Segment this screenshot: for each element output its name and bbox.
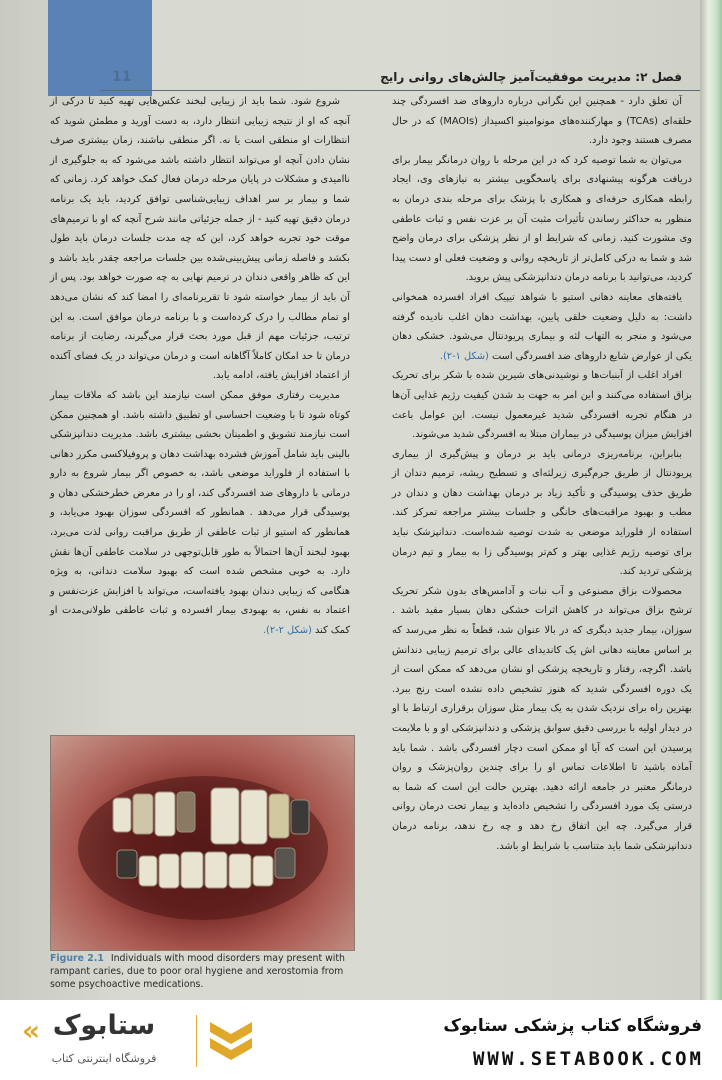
figure-caption (50, 952, 360, 991)
store-title: فروشگاه کتاب پزشکی ستابوک (443, 1016, 702, 1036)
figure-photo-teeth (50, 735, 355, 951)
store-banner (0, 1000, 722, 1080)
paragraph: آن تعلق دارد - همچنین این نگرانی درباره داروهای ضد افسردگی چند حلقه‌ای (TCAs) و مهارکننده‌های مونوامینو اکسیداز (MAOIs) که در حال مصرف هستند وجود دارد. (392, 96, 692, 147)
teeth-illustration (51, 736, 354, 950)
header-rule (100, 90, 700, 91)
footer-divider (196, 1015, 197, 1067)
right-column (392, 92, 692, 1000)
store-logo-icon (204, 1016, 258, 1066)
logo-arrows-icon: « (22, 1014, 41, 1047)
store-logo-subtitle: فروشگاه اینترنتی کتاب (51, 1052, 157, 1065)
chapter-title: فصل ۲: مدیریت موفقیت‌آمیز چالش‌های روانی رایج (380, 70, 682, 84)
figure-label: Figure 2.1 (50, 953, 104, 964)
page-number: 11 (112, 69, 132, 85)
paragraph (392, 288, 692, 366)
figure-reference[interactable]: (شکل ۱-۲). (439, 350, 489, 362)
figure-reference[interactable]: (شکل ۲-۲). (262, 625, 312, 637)
figure-caption-text: Individuals with mood disorders may present with rampant caries, due to poor oral hygiene and xerostomia from some psychoactive medications. (50, 953, 345, 990)
paragraph: شروع شود. شما باید از زیبایی لبخند عکس‌هایی تهیه کنید تا درکی از آنچه که او از نتیجه زیبایی انتظار دارد، به دست آورید و مطمئن شوید که انتظارات او منطقی است یا نه. اگر منطقی نباشند، زمان بیشتری صرف نشان دادن آنچه او می‌تواند انتظار داشته باشد می‌شود که به جلوگیری از ناامیدی و مشکلات در پایان مرحله درمان فعال کمک خواهد کرد. زمانی که شما و بیمار بر سر اهداف زیبایی‌شناسی توافق کردید، باید یک برنامه درمان دقیق تهیه کنید - از جمله جزئیاتی مانند شرح آنچه که او با ترمیم‌های موقت خود تجربه خواهد کرد، این که چه مدت جلسات درمان باید طول بکشد و فاصله زمانی پیش‌بینی‌شده بین جلسات مراجعه چقدر باید باشد و این که ظاهر واقعی دندان در ترمیم نهایی به چه صورت خواهد بود. پس از آن باید از بیمار خواسته شود تا تقریرنامه‌ای را امضا کند که نشان می‌دهد او تمام مطالب را درک کرده‌است و با برنامه درمان موافق است. به این ترتیب، جزئیات مهم از قبل مورد بحث قرار می‌گیرند، رضایت از برنامه درمان تا حد امکان کاملاً آگاهانه است و درمان می‌تواند در یک فضای آکنده از اعتماد افزایش یافته، ادامه یابد. (50, 96, 350, 382)
left-column (50, 92, 350, 732)
paragraph-text: مدیریت رفتاری موفق ممکن است نیازمند این باشد که ملاقات بیمار کوتاه شود تا با وضعیت احساسی او تطبیق داشته باشد. او همچنین ممکن است نیازمند تشویق و اطمینان بخشی بیشتری باشد. مدیریت دندانپزشکی بالینی باید شامل آموزش فشرده بهداشت دهان و پروفیلاکسی مکرر دهانی با استفاده از فلوراید موضعی باشد، به خصوص اگر بیمار شروع به دارو درمانی با داروهای ضد افسردگی کند، او را در معرض خطرخشکی دهان و پوسیدگی قرار می‌دهد . همانطور که افسردگی سوزان بهبود می‌یابد، و همانطور که استیو از ثبات عاطفی از طریق مراقبت روانی لذت می‌برد، بهبود لبخند آن‌ها احتمالاً به طور قابل‌توجهی در سلامت عاطفی آن‌ها نقش دارد. به خوبی مشخص شده است که بهبود سلامت دندانی، به ویژه هنگامی که زیبایی دندان بهبود یافته‌است، می‌تواند با افزایش عزت‌نفس و اعتماد به نفس، به بهبودی بیمار افسرده و ثبات عاطفی طولانی‌مدت او کمک کند (50, 389, 350, 637)
paragraph: می‌توان به شما توصیه کرد که در این مرحله با روان درمانگر بیمار برای دریافت هرگونه پیشنهادی برای پاسخگویی بیشتر به نیازهای وی، ایجاد رابطه همکاری حرفه‌ای و همکاری با پزشک برای مرحله بندی درمان به منظور به حداکثر رساندن تأثیرات مثبت آن بر عزت نفس و ثبات عاطفی وی مشورت کنید. زمانی که شرایط او از نظر پزشکی برای درمان واضح شد و شما به درکی کامل‌تر از تاریخچه روانی و وضعیت فعلی او دست پیدا کردید، می‌توانید با برنامه درمان دندانپزشکی پیش بروید. (392, 154, 692, 284)
paragraph-text: یافته‌های معاینه دهانی استیو با شواهد تیپیک افراد افسرده همخوانی داشت: به دلیل وضعیت خلقی پایین، بهداشت دهان اغلب نادیده گرفته می‌شود و منجر به التهاب لثه و بیماری پریودنتال می‌شود. خشکی دهان یکی از عوارض شایع داروهای ضد افسردگی است (392, 291, 692, 362)
paragraph: محصولات بزاق مصنوعی و آب نبات و آدامس‌های بدون شکر تحریک ترشح بزاق می‌تواند در کاهش اثرات خشکی دهان بسیار مفید باشد . سوزان، بیمار جدید دیگری که در بالا عنوان شد، قطعاً به نظر می‌رسد که بر اساس معاینه دهانی اش یک کاندیدای عالی برای ترمیم زیبایی دندانش باشد. اگرچه، رفتار و تاریخچه پزشکی او نشان می‌دهد که ممکن است از یک دوره افسردگی شدید که هنوز تشخیص داده نشده است رنج ببرد. بهترین راه برای نزدیک شدن به یک بیمار مثل سوزان برقراری ارتباط با او در دیدار اولیه با بررسی دقیق سوابق پزشکی و دندانپزشکی او و با ملایمت پرسیدن این است که آیا او ممکن است دچار افسردگی باشد . شما باید آماده باشید تا اطلاعات تماس او را برای چندین روان‌پزشک و روان درمانگر معتبر در جامعه ارائه دهید. بهترین حالت این است که شما به درستی یک مورد افسردگی را تشخیص داده‌اید و بیمار تحت درمان روانی قرار می‌گیرد. چه این اتفاق رخ دهد و چه رخ ندهد، برنامه درمان دندانپزشکی شما باید متناسب با شرایط او باشد. (392, 585, 692, 852)
store-url-link[interactable]: WWW.SETABOOK.COM (472, 1048, 704, 1070)
paragraph: بنابراین، برنامه‌ریزی درمانی باید بر درمان و پیش‌گیری از بیماری پریودنتال از طریق جرم‌گیری زیرلثه‌ای و تسطیح ریشه، ترمیم دندان از طریق حذف پوسیدگی و تأکید زیاد بر درمان بهداشت دهان و دندان در مطب و بهبود مراقبت‌های خانگی و جلسات بیشتر مراجعه تمرکز کند. استفاده از فلوراید موضعی به شدت توصیه شده‌است. دندانپزشک نباید برای توصیه رژیم غذایی بهتر و کم‌تر پوسیدگی زا به بیمار و تیم درمان پزشکی تردید کند. (392, 448, 692, 578)
page-edge (700, 0, 722, 1000)
store-logo-text: ستابوک (52, 1010, 156, 1041)
paragraph: افراد اغلب از آبنبات‌ها و نوشیدنی‌های شیرین شده با شکر برای تحریک بزاق استفاده می‌کنند و این امر به جهت بد شدن کیفیت رژیم غذایی آن‌ها در هنگام تجربه افسردگی شدید غیرمعمول نیست. این عوامل باعث افزایش میزان پوسیدگی در بیماران مبتلا به افسردگی شدید می‌شوند. (392, 370, 692, 441)
paragraph (50, 386, 350, 641)
running-header (100, 64, 700, 90)
